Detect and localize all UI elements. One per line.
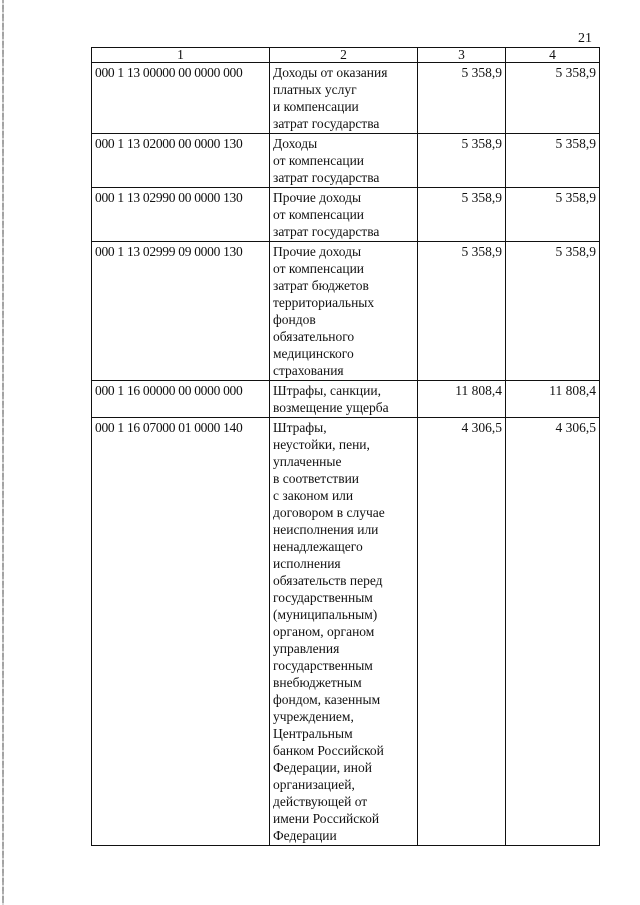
amount-col4: 11 808,4 <box>506 381 600 418</box>
column-header-3: 3 <box>418 48 506 63</box>
budget-code: 000 1 13 02999 09 0000 130 <box>92 242 270 381</box>
amount-col4: 4 306,5 <box>506 418 600 846</box>
table-row <box>92 381 600 418</box>
budget-code: 000 1 13 00000 00 0000 000 <box>92 63 270 134</box>
scan-edge-artifact <box>2 0 4 905</box>
amount-col4: 5 358,9 <box>506 188 600 242</box>
amount-col4: 5 358,9 <box>506 63 600 134</box>
table-row <box>92 418 600 846</box>
amount-col3: 5 358,9 <box>418 242 506 381</box>
amount-col3: 4 306,5 <box>418 418 506 846</box>
table-header-row <box>92 48 600 63</box>
revenue-name: Штрафы, неустойки, пени, уплаченные в соответствии с законом или договором в случае неисполнения или ненадлежащего исполнения обязательств перед государственным (муниципальным) органом, органом управления государственным внебюджетным фондом, казенным учреждением, Центральным банком Российской Федерации, иной организацией, действующей от имени Российской Федерации <box>270 418 418 846</box>
revenue-name: Доходы от компенсации затрат государства <box>270 134 418 188</box>
table-row <box>92 188 600 242</box>
budget-code: 000 1 16 00000 00 0000 000 <box>92 381 270 418</box>
revenue-name: Доходы от оказания платных услуг и компенсации затрат государства <box>270 63 418 134</box>
table-row <box>92 134 600 188</box>
column-header-1: 1 <box>92 48 270 63</box>
page-number: 21 <box>578 31 592 46</box>
table-row <box>92 63 600 134</box>
revenue-name: Прочие доходы от компенсации затрат государства <box>270 188 418 242</box>
amount-col3: 5 358,9 <box>418 188 506 242</box>
amount-col3: 11 808,4 <box>418 381 506 418</box>
budget-code: 000 1 13 02000 00 0000 130 <box>92 134 270 188</box>
budget-code: 000 1 16 07000 01 0000 140 <box>92 418 270 846</box>
amount-col4: 5 358,9 <box>506 134 600 188</box>
revenue-name: Штрафы, санкции, возмещение ущерба <box>270 381 418 418</box>
amount-col3: 5 358,9 <box>418 134 506 188</box>
amount-col4: 5 358,9 <box>506 242 600 381</box>
column-header-4: 4 <box>506 48 600 63</box>
column-header-2: 2 <box>270 48 418 63</box>
budget-code: 000 1 13 02990 00 0000 130 <box>92 188 270 242</box>
table-row <box>92 242 600 381</box>
revenue-table <box>91 47 600 846</box>
amount-col3: 5 358,9 <box>418 63 506 134</box>
revenue-name: Прочие доходы от компенсации затрат бюджетов территориальных фондов обязательного медицинского страхования <box>270 242 418 381</box>
